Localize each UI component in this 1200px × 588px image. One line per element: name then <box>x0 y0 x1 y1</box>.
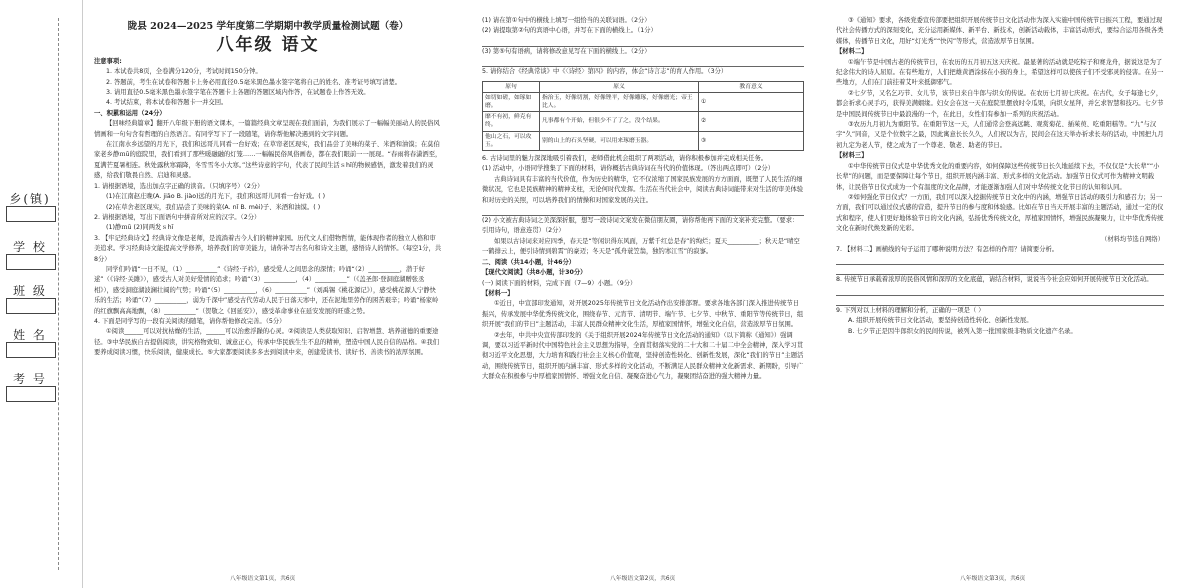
label-township: 乡(镇) <box>9 192 51 206</box>
table-row <box>483 92 804 111</box>
essay-passage: 在江南水乡远望的月光下，我们和远哥儿同看一台好戏；在草帘老区现实，我们品尝了美味的菜子、米酒和油馍；在莫伯家老乡静ｍū的庭院里，我们看到了那些暖融融的灯笼……一幅幅民俗风俗画卷，都在我们眼前一一展现。“春雨将春潇洒至，夏满芒夏暑相连。秋处露秋寒霜降，冬雪雪冬小大寒。”这些诗意的字句，代表了民间生活ｓhī的物候感悟，激发着我们的灵感，给我们敬畏自然、启迪和灵感。 <box>94 141 442 180</box>
answer-line[interactable] <box>482 206 804 216</box>
question-1: 1. 请根据语境，选出加点字正确的读音。（只填序号）（2分） <box>94 182 264 190</box>
question-6-2: (2) 小文被古典诗词之美深深折服，想写一段诗词文案发在微信朋友圈，请你帮他再下面的文案补充完整。（要求：引用诗句，语意连贯）（2分） <box>482 217 799 235</box>
material-paragraph: ②如何强化节日仪式？一方面，我们可以深入挖掘传统节日文化中的内涵，增强节日活动的吸引力和感召力；另一方面，我们可以通过仪式感的营造，提升节日的参与度和体验感。比如在节日当天开展丰富的主题活动，通过一定的仪式和程序，使人们更好地体验节日的文化内涵，弘扬优秀传统文化，厚植家国情怀，增强民族凝聚力，让中华优秀传统文化在新时代焕发新的光彩。 <box>836 193 1164 233</box>
table-cell: 凡事都有个开始，但很少不了了之，没个结果。 <box>540 112 699 131</box>
option-a: A. 组织开展传统节日文化活动，要坚持创造性转化、创新性发展。 <box>848 317 1033 325</box>
table-cell: 指治玉，好像切割，好像锉平，好像雕琢，好像磨光；帝王比人。 <box>540 92 699 111</box>
question-6: 6. 古诗词里的魅力深深地吸引着我们，老师借此机会组织了两项活动，请你积极参加并完成相关任务。 <box>482 155 768 163</box>
answer-line[interactable] <box>836 296 1164 306</box>
page-footer: 八年级语文第2页，共6页 <box>610 576 676 582</box>
table-cell[interactable]: ③ <box>699 131 804 150</box>
question-4-2: (2) 请提取第②句的宾语中心语，并写在下面的横线上。（1分） <box>482 27 657 35</box>
question-5: 5. 请你结合《经典常谈》中《〈诗经〉第四》的内容，体会“诗言志”的育人作用。（3分） <box>482 68 728 76</box>
material-paragraph: ②七夕节，又名乞巧节、女儿节，该节日来自牛郎与织女的传说。在农历七月初七庆祝。在古代，女子每逢七夕，都会祈求心灵手巧，获得美满姻缘。妇女会在这一天在庭院里摆放时令瓜果，向织女星拜，并乞求智慧和技巧。七夕节是中国民间传统节日中最浪漫的一个，在此日，女性们有参加一系列的庆祝活动。 <box>836 89 1164 118</box>
label-class: 班 级 <box>13 284 47 298</box>
answer-line[interactable] <box>482 57 804 67</box>
question-3-body: 同学们吟诵“一日不见，（1）__________”《诗经·子衿》，感受爱人之间思念的深情；吟诵“（2）__________，潜于好逑”（《诗经·关雎》），感受古人对美好爱情的追求；吟诵“（3）__________，（4）__________”（《盖圣郎·登洞庭湖赠张丞相》），感受洞庭湖波澜壮阔的气势；吟诵“（5）__________，（6）__________”（刘禹锡《桃花源记》），感受桃花源人宁静快乐的生活；吟诵“（7）__________，弱为千深中”感受古代劳动人民于日落天寒中，还在泥地里劳作的困苦艰辛；吟诵“杨家岭的红旗飘高高地飘，（8）__________”（贺敬之《回延安》），感受革命事业在延安发展的旺盛之势。 <box>94 265 439 315</box>
page-2-column <box>482 16 804 383</box>
notice-item: 3. 请用直径0.5毫米黑色墨水签字笔在答题卡上各题的答题区域内作答，在试题卷上作答无效。 <box>106 89 370 97</box>
question-6-material: 古典诗词具有丰富的当代价值，作为历史的精华，它不仅浓缩了国家民族发展的方方面面，既塑了人民生活的细微状况，它也是民族精神的精神支柱，无论何时代发挥。生活在当代社会中，阅读古典诗词能带来对生活的审美体验和对历史的关照，可以培养我们的情操和对国家发展的关注。 <box>482 175 804 204</box>
table-header-row <box>483 81 804 92</box>
exam-title: 陇县 2024—2025 学年度第二学期期中教学质量检测试题（卷） <box>127 21 409 32</box>
label-name: 姓 名 <box>13 328 47 342</box>
question-6-body: 如果以古诗词来对应四季，春天是“等闲识得东风面，万紫千红总是春”的绚烂；夏天__________；秋天是“晴空一鹤排云上，便引诗情到碧霄”的豪迈；冬天是“孤舟蓑笠翁，独钓寒江雪”的寂寥。 <box>482 237 800 256</box>
label-exam-number: 考 号 <box>13 372 47 386</box>
page-footer: 八年级语文第3页，共6页 <box>960 576 1026 582</box>
material-source: （材料均节选自网络） <box>1101 235 1164 243</box>
material-paragraph: ②去年，中共中央宣传部印发的《关于组织开展2024年传统节日文化活动的通知》（以下简称《通知》）强调调，要以习近平新时代中国特色社会主义思想为指导，全面贯彻落实党的二十大和二十届二中全会精神，深入学习贯彻习近平文化思想，大力培育和践行社会主义核心价值观，坚持创造性转化、创新性发展，深化“我们的节日”主题活动，围绕传统节日，组织开展内涵丰富、形式多样的文化活动，不断满足人民群众精神文化新需求、新期盼，引导广大群众在积极参与中厚植家国情怀、增强文化自信、凝聚奋进心气力，凝聚团结奋进的强大精神力量。 <box>482 331 804 381</box>
township-field[interactable] <box>6 206 56 222</box>
table-header: 教育意义 <box>699 81 804 92</box>
page-3-column <box>836 16 1164 337</box>
material-paragraph: ③农历九月初九为重阳节。在重阳节这一天，人们通常会登高远眺、观赏菊花、插茱萸、吃重阳糕等。“九”与汉字“久”同音，又是个位数字之最，因此寓意长长久久，人们祝以为吉，民间会在这天举办祈求长寿的活动，中国把九月初九定为老人节，使之成为了一个尊老、敬老、助老的节日。 <box>836 121 1164 149</box>
page-1-column <box>94 16 442 359</box>
material-heading: 【材料一】 <box>482 289 514 297</box>
question-4-body: ①阅读______可以对抗枯燥的生活，______可以治愈浮躁的心灵。②阅读是人类获取知识、启智增慧、培养道德的重要途径。③中华民族自古提倡阅读，讲究格物致知、诚意正心，传承中华民族生生不息的精神，塑造中国人民自信的品格。④我们要养成阅读习惯，快乐阅读，健康成长。⑤大家都要阅读多多去到阅读中来，创建爱读书、读好书、善读书的浓厚氛围。 <box>94 328 440 357</box>
table-header: 原句 <box>483 81 540 92</box>
material-paragraph: ①近日，中宣部印发通知，对开展2025年传统节日文化活动作出安排部署。要求各地各部门深入推进传统节日振兴，传承发展中华优秀传统文化，围绕春节、元宵节、清明节、端午节、七夕节、中秋节、重阳节等传统节日，组织开展“我们的节日”主题活动，丰富人民群众精神文化生活，厚植家国情怀，增强文化自信，营造浓厚节日氛围。 <box>482 300 804 329</box>
exam-subject: 八年级 语文 <box>216 35 320 56</box>
question-7: 7. 【材料二】画横线的句子运用了哪种说明方法？有怎样的作用？请简要分析。 <box>836 245 1059 253</box>
notice-item: 2. 答题前，考生在试卷和答题卡上务必用直径0.5毫米黑色墨水签字笔将自己的姓名、准考证号填写清楚。 <box>106 78 402 86</box>
question-2-items: (1)静ｍū (2)同两发ｓhī <box>106 224 174 232</box>
label-school: 学 校 <box>13 240 47 254</box>
table-cell: 如切如磋，如琢如磨。 <box>483 92 540 111</box>
question-1a: (1)在江南赵庄晚(A. jiāo B. jiào)远的月光下，我们和远哥儿同看一台好戏。( ) <box>106 193 326 201</box>
poem-table <box>482 81 804 151</box>
section-heading: 一、积累和运用（24分） <box>94 109 166 117</box>
question-2: 2. 请根据语境，写出下面语句中拼音所对应的汉字。（2分） <box>94 213 261 221</box>
notice-heading: 注意事项: <box>94 57 122 65</box>
material-paragraph: ①端午节是中国古老的传统节日，在农历的五月初五这天庆祝。最显著的活动就是吃粽子和赛龙舟，据说这是为了纪念伟大的诗人屈原。在有些地方，人们把雄黄酒涂抹在小孩的身上，希望这样可以使孩子们不受邪灵的侵害。在另一些地方，人们在门前挂着艾叶来抵御邪气。 <box>836 58 1164 87</box>
table-cell: 靡不有初，鲜克有终。 <box>483 112 540 131</box>
table-cell[interactable]: ① <box>699 92 804 111</box>
material-paragraph: ③《通知》要求，各级党委宣传部要把组织开展传统节日文化活动作为深入实施中国传统节日振兴工程，要通过现代社会传播方式的深刻变化，充分运用新媒体、新平台、新技术，创新活动载体，丰富活动形式，要综合运用各级各类媒体，传播节日文化，用好“灯光秀”“快闪”等形式，营造浓厚节日氛围。 <box>836 17 1164 45</box>
table-row <box>483 131 804 150</box>
subsection-heading: 【现代文阅读】（共8小题，计30分） <box>482 269 587 277</box>
answer-line[interactable] <box>836 286 1164 296</box>
notice-item: 1. 本试卷共8页，全卷满分120分，考试时间150分钟。 <box>106 68 262 76</box>
question-4: 4. 下面是同学写的一段有关阅读的随笔，请你帮他修改完善。（5分） <box>94 317 286 325</box>
material-heading: 【材料三】 <box>836 152 868 160</box>
question-3: 3. 【牢记经典诗文】经典诗文像是老师，是流淌着古今人们的精神家园。历代文人们借物哲情，能体现作者的独立人格和审美追求。学习经典诗文能提高文学修养，培养我们的审美能力，请你补写古名句和诗文主题，感悟诗人的情怀。（每空1分，共8分） <box>94 234 442 263</box>
page-footer: 八年级语文第1页，共6页 <box>230 576 296 582</box>
subsection-intro: (一) 阅读下面的材料，完成下面（7—9）小题。（9分） <box>482 279 637 287</box>
question-8: 8. 传统节日承载着浓厚的民俗风情和深厚的文化底蕴，请结合材料，说说当今社会应如何开展传统节日文化活动。 <box>836 276 1153 284</box>
table-cell: 他山之石，可以攻玉。 <box>483 131 540 150</box>
question-4-3: (3) 第⑤句有语病，请将修改意见写在下面的横线上。（2分） <box>482 47 651 55</box>
school-field[interactable] <box>6 254 56 270</box>
question-9: 9. 下列对以上材料的理解和分析，正确的一项是（ ） <box>836 306 985 314</box>
answer-line[interactable] <box>482 37 804 47</box>
exam-number-field[interactable] <box>6 386 56 402</box>
question-1b: (2)在草舍老区现实，我们品尝了美味的菜(A. nǐ B. mèi)子、米酒和油馍。( ) <box>106 203 321 211</box>
table-header: 原义 <box>540 81 699 92</box>
question-intro: 【回味经典篇章】翻开八年级下册的语文课本，一篇篇经典文章呈现在我们面前，为我们展示了一幅幅美丽动人的民俗风情画和一句句含有哲理的自然语言。有同学写下了一段随笔，请你帮他解决遇到的文字问题。 <box>94 120 440 138</box>
table-cell: 别的山上的石头坚硬，可以用来琢磨玉器。 <box>540 131 699 150</box>
table-row <box>483 112 804 131</box>
option-b: B. 七夕节正是因牛郎织女的民间传说，被列入第一批国家级非物质文化遗产名录。 <box>848 327 1077 335</box>
answer-line[interactable] <box>836 265 1164 275</box>
question-4-1: (1) 请在第①句中的横线上填写一组恰当的关联词语。（2分） <box>482 17 651 24</box>
question-6-1: (1) 活动中，小语同学搜集了下面的材料，请你概括古典诗词在当代的价值体现。（答出两点即可）（2分） <box>482 165 774 173</box>
answer-line[interactable] <box>836 255 1164 265</box>
material-heading: 【材料二】 <box>836 48 868 56</box>
material-paragraph: ①中华传统节日仪式是中华优秀文化的重要内容，如何保障这些传统节日长久地延续下去，不仅仅是“大长辈”“小长辈”的问题，而是要保障让每个节日，组织开展内涵丰富、形式多样的文化活动。加强节日仪式可作为精神文明载体，让民俗节日仪式成为一个有温度的文化品牌，才能逐渐加强人们对中华传统文化节日的认知和认同。 <box>836 162 1160 191</box>
name-field[interactable] <box>6 342 56 358</box>
binding-line <box>58 18 59 570</box>
table-cell[interactable]: ② <box>699 112 804 131</box>
class-field[interactable] <box>6 298 56 314</box>
binding-strip <box>0 0 83 588</box>
notice-item: 4. 考试结束，将本试卷和答题卡一并交回。 <box>106 99 228 107</box>
section-heading: 二、阅读（共14小题，计46分） <box>482 258 576 266</box>
